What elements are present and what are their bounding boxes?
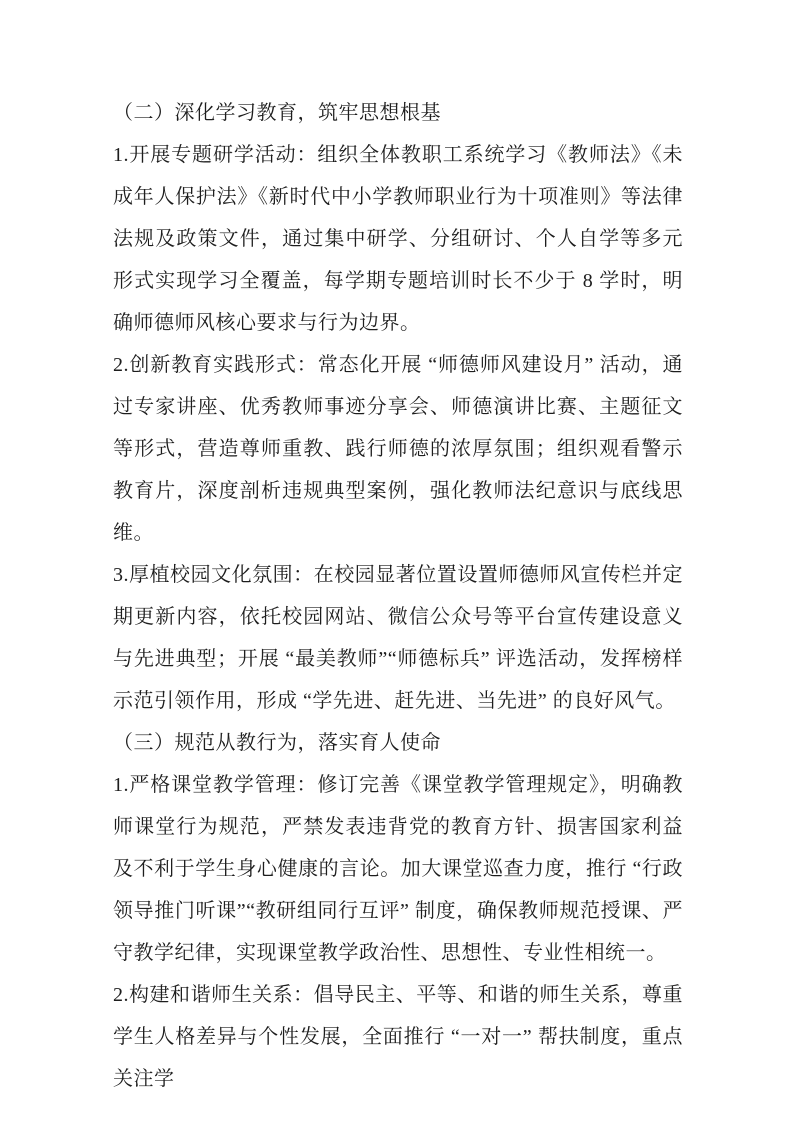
body-paragraph: 1.开展专题研学活动：组织全体教职工系统学习《教师法》《未成年人保护法》《新时代中小学教师职业行为十项准则》等法律法规及政策文件，通过集中研学、分组研讨、个人自学等多元形式实现学习全覆盖，每学期专题培训时长不少于 8 学时，明确师德师风核心要求与行为边界。 (113, 144, 683, 334)
body-paragraph: 2.创新教育实践形式：常态化开展 “师德师风建设月” 活动，通过专家讲座、优秀教师事迹分享会、师德演讲比赛、主题征文等形式，营造尊师重教、践行师德的浓厚氛围；组织观看警示教育片，深度剖析违规典型案例，强化教师法纪意识与底线思维。 (113, 354, 683, 544)
body-paragraph: 1.严格课堂教学管理：修订完善《课堂教学管理规定》，明确教师课堂行为规范，严禁发表违背党的教育方针、损害国家利益及不利于学生身心健康的言论。加大课堂巡查力度，推行 “行政领导推门听课”“教研组同行互评” 制度，确保教师规范授课、严守教学纪律，实现课堂教学政治性、思想性、专业性相统一。 (113, 774, 683, 964)
body-paragraph: 3.厚植校园文化氛围：在校园显著位置设置师德师风宣传栏并定期更新内容，依托校园网站、微信公众号等平台宣传建设意义与先进典型；开展 “最美教师”“师德标兵” 评选活动，发挥榜样示范引领作用，形成 “学先进、赶先进、当先进” 的良好风气。 (113, 564, 683, 712)
body-paragraph: 2.构建和谐师生关系：倡导民主、平等、和谐的师生关系，尊重学生人格差异与个性发展，全面推行 “一对一” 帮扶制度，重点关注学 (113, 984, 683, 1090)
section-heading-3: （三）规范从教行为，落实育人使命 (113, 732, 441, 754)
section-heading-2: （二）深化学习教育，筑牢思想根基 (113, 102, 441, 124)
